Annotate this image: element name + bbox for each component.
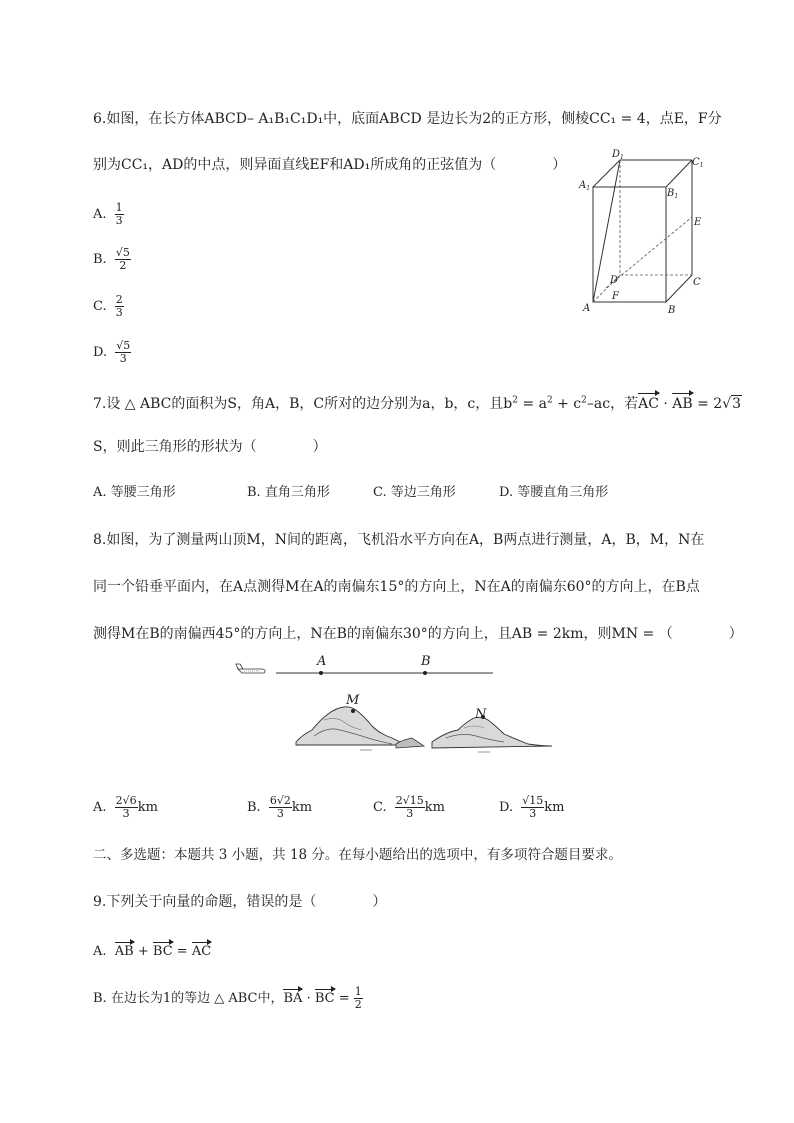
- q8-line3: 测得M在B的南偏西45°的方向上，N在B的南偏东30°的方向上，且AB = 2km，则MN = （ ）: [93, 626, 743, 642]
- label-b: B: [421, 654, 431, 669]
- label-a: A: [317, 654, 327, 669]
- label-c1: $C_1$: [692, 157, 704, 169]
- label-d: D: [610, 275, 619, 286]
- vector-ba: BA: [283, 987, 302, 1007]
- fraction: $\frac{2}{3}$: [115, 293, 123, 319]
- q6-option-d[interactable]: D. $\frac{√5}{3}$: [93, 339, 131, 365]
- label-f: F: [612, 291, 619, 302]
- label-a: A: [583, 303, 591, 314]
- q9-option-b[interactable]: B. 在边长为1的等边 △ ABC中，BA · BC = $\frac{1}{2}$: [93, 985, 362, 1011]
- label-c: C: [693, 277, 701, 288]
- q8-option-c[interactable]: C. $\frac{2√15}{3}$ km: [373, 794, 445, 820]
- cuboid-figure: [575, 145, 710, 320]
- q6-line2: 别为CC₁，AD的中点，则异面直线EF和AD₁所成角的正弦值为（ ）: [93, 157, 567, 173]
- vector-ab: AB: [672, 391, 692, 413]
- vector-ac: AC: [192, 940, 211, 960]
- sqrt-3: √3: [722, 396, 742, 412]
- vector-bc: BC: [153, 940, 173, 960]
- q8-option-d[interactable]: D. $\frac{√15}{3}$ km: [499, 794, 565, 820]
- label-e: E: [694, 217, 702, 228]
- q7-option-d[interactable]: D. 等腰直角三角形: [499, 485, 609, 500]
- q7-option-b[interactable]: B. 直角三角形: [247, 485, 330, 500]
- label-a1: $A_1$: [579, 180, 591, 192]
- label-b: B: [668, 305, 676, 316]
- label-n: N: [475, 707, 487, 722]
- fraction: $\frac{1}{3}$: [115, 201, 123, 227]
- mountain-figure: [232, 650, 562, 760]
- q7-line2: S，则此三角形的形状为（ ）: [93, 439, 327, 455]
- q6-option-a[interactable]: A. $\frac{1}{3}$: [93, 201, 123, 227]
- q6-option-c[interactable]: C. $\frac{2}{3}$: [93, 293, 123, 319]
- q8-line2: 同一个铅垂平面内，在A点测得M在A的南偏东15°的方向上，N在A的南偏东60°的方向上，在B点: [93, 579, 700, 595]
- q7-option-c[interactable]: C. 等边三角形: [373, 485, 456, 500]
- q9-line1: 9.下列关于向量的命题，错误的是（ ）: [93, 894, 387, 910]
- fraction: $\frac{√5}{3}$: [116, 339, 131, 365]
- airplane-icon: [236, 664, 265, 673]
- fraction: $\frac{√5}{2}$: [115, 246, 130, 272]
- q6-line1: 6.如图，在长方体ABCD– A₁B₁C₁D₁中，底面ABCD 是边长为2的正方形，侧棱CC₁ = 4，点E，F分: [93, 111, 722, 127]
- q9-option-a[interactable]: A. AB + BC = AC: [93, 940, 211, 960]
- q7-option-a[interactable]: A. 等腰三角形: [93, 485, 176, 500]
- label-m: M: [346, 693, 360, 708]
- q8-option-b[interactable]: B. $\frac{6√2}{3}$ km: [247, 794, 313, 820]
- label-d1: $D_1$: [612, 149, 624, 161]
- q8-option-a[interactable]: A. $\frac{2√6}{3}$ km: [93, 794, 158, 820]
- q8-line1: 8.如图，为了测量两山顶M，N间的距离，飞机沿水平方向在A，B两点进行测量，A，B，M，N在: [93, 532, 705, 548]
- label-b1: $B_1$: [667, 188, 679, 200]
- point-a: [319, 671, 323, 675]
- section-heading: 二、多选题：本题共 3 小题，共 18 分。在每小题给出的选项中，有多项符合题目要求。: [93, 847, 622, 863]
- point-m: [351, 709, 355, 713]
- q7-line1: 7.设 △ ABC的面积为S，角A，B，C所对的边分别为a，b，c，且$b^2 = a^2 + c^2-ac$，若AC · AB = 2√3: [93, 391, 742, 413]
- point-b: [423, 671, 427, 675]
- vector-ac: AC: [638, 391, 659, 413]
- vector-bc: BC: [315, 987, 335, 1007]
- q6-option-b[interactable]: B. $\frac{√5}{2}$: [93, 246, 130, 272]
- vector-ab: AB: [115, 940, 134, 960]
